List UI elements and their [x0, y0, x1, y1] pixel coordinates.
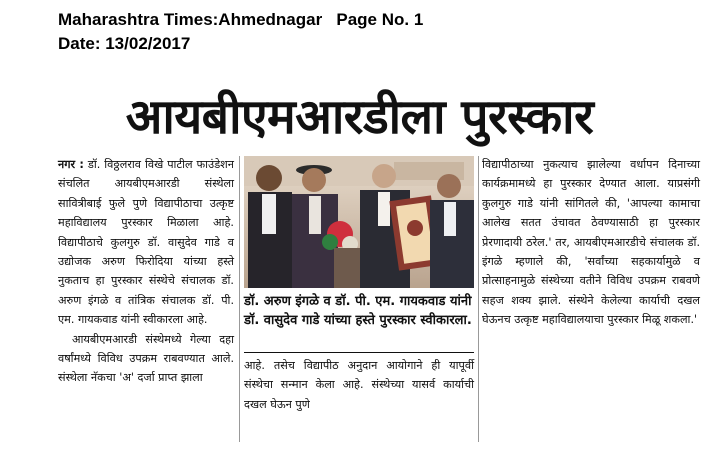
dateline: नगर : [58, 158, 84, 171]
paragraph-2: आयबीएमआरडी संस्थेमध्ये गेल्या दहा वर्षांमध्ये विविध उपक्रम राबवण्यात आले. संस्थेला नॅकचा 'अ' दर्जा प्राप्त झाला [58, 332, 234, 385]
paragraph-1 [58, 155, 234, 330]
photo-caption: डॉ. अरुण इंगळे व डॉ. पी. एम. गायकवाड यांनी डॉ. वासुदेव गाडे यांच्या हस्ते पुरस्कार स्वीकारला. [244, 294, 472, 328]
date-line: Date: 13/02/2017 [58, 34, 191, 53]
paragraph-3: आहे. तसेच विद्यापीठ अनुदान आयोगाने ही यापूर्वी संस्थेचा सन्मान केला आहे. संस्थेच्या यासर्व कार्याची दखल घेऊन पुणे [244, 359, 474, 411]
newspaper-header [58, 8, 423, 56]
award-photo [244, 156, 474, 288]
award-photo-image [244, 156, 474, 288]
article-column-3 [482, 155, 700, 330]
column-rule-right [478, 156, 479, 442]
article-column-1 [58, 155, 234, 388]
paragraph-1-text: डॉ. विठ्ठलराव विखे पाटील फाउंडेशन संचलित आयबीएमआरडी संस्थेला सावित्रीबाई फुले पुणे विद्यापीठाचा उत्कृष्ट महाविद्यालय पुरस्कार मिळाला आहे. विद्यापीठाचे कुलगुरु डॉ. वासुदेव गाडे व उद्योजक अरुण फिरोदिया यांच्या हस्ते नुकताच हा पुरस्कार संस्थेचे संचालक डॉ. अरुण इंगळे व तांत्रिक संचालक डॉ. पी. एम. गायकवाड यांनी स्वीकारला आहे. [58, 158, 234, 327]
article-column-2 [244, 356, 474, 414]
column-rule-left [239, 156, 240, 442]
headline: आयबीएमआरडीला पुरस्कार [125, 89, 594, 145]
paragraph-4: विद्यापीठाच्या नुकत्याच झालेल्या वर्धापन दिनाच्या कार्यक्रमामध्ये हा पुरस्कार देण्यात आला. याप्रसंगी कुलगुरु गाडे यांनी सांगितले की, 'आपल्या कामाचा आलेख सतत उंचावत ठेवण्यासाठी हा पुरस्कार प्रेरणादायी ठरेल.' तर, आयबीएमआरडीचे संचालक डॉ. इंगळे म्हणाले की, 'सर्वांच्या सहकार्यामुळे व प्रोत्साहनामुळे संस्थेच्या वतीने विविध उपक्रम राबवणे सहज शक्य झाले. संस्थेने केलेल्या कार्याची दखल घेऊनच उत्कृष्ट महाविद्यालयाचा पुरस्कार मिळू शकला.' [482, 158, 700, 327]
caption-rule [244, 352, 474, 353]
source-line: Maharashtra Times:Ahmednagar Page No. 1 [58, 10, 424, 29]
